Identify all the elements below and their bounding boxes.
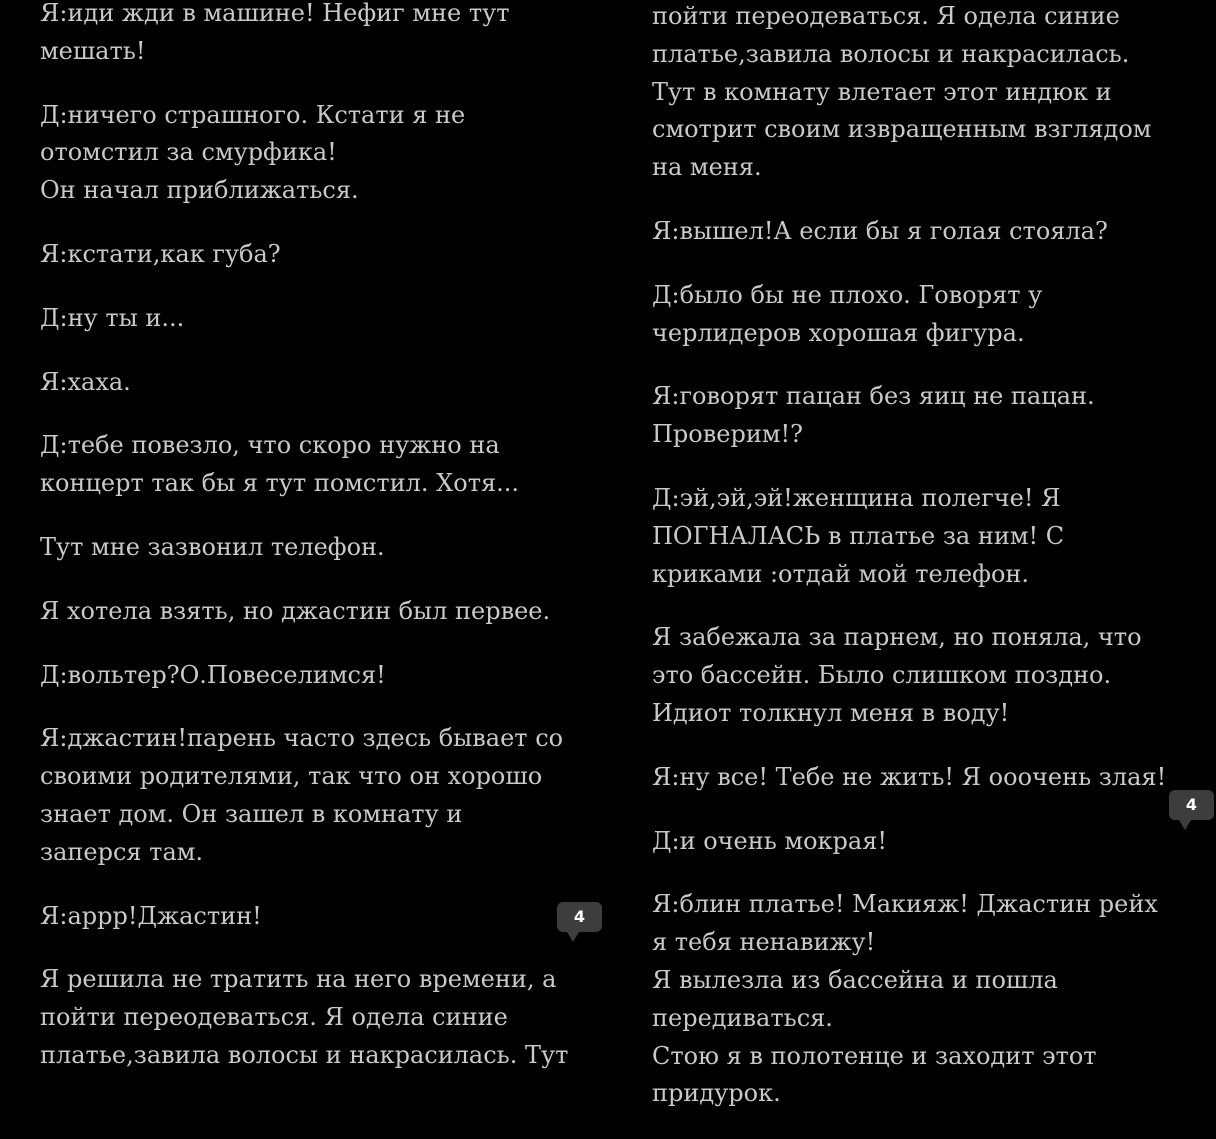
- paragraph: Я:хаха.: [40, 367, 131, 396]
- paragraph: пойти переодеваться. Я одела синие платье,завила волосы и накрасилась. Тут в комнату влетает этот индюк и смотрит своим извращенным взглядом на меня.: [652, 2, 1152, 182]
- paragraph: Тут мне зазвонил телефон.: [40, 532, 385, 561]
- comment-count: 4: [573, 907, 586, 926]
- paragraph: Д:и очень мокрая!: [652, 826, 888, 855]
- left-text-column: [40, 0, 570, 1101]
- paragraph: Я забежала за парнем, но поняла, что это бассейн. Было слишком поздно. Идиот толкнул меня в воду!: [652, 623, 1142, 727]
- paragraph: Я хотела взять, но джастин был первее.: [40, 596, 551, 625]
- paragraph: Д:эй,эй,эй!женщина полегче! Я ПОГНАЛАСЬ в платье за ним! С криками :отдай мой телефон.: [652, 483, 1065, 588]
- comment-count-badge[interactable]: [1169, 790, 1214, 820]
- paragraph: Я решила не тратить на него времени, а пойти переодеваться. Я одела синие платье,завила волосы и накрасилась. Тут: [40, 965, 569, 1069]
- paragraph: Д:тебе повезло, что скоро нужно на концерт так бы я тут помстил. Хотя...: [40, 431, 519, 498]
- paragraph: Д:было бы не плохо. Говорят у черлидеров хорошая фигура.: [652, 280, 1043, 347]
- paragraph: Я:блин платье! Макияж! Джастин рейх я тебя ненавижу! Я вылезла из бассейна и пошла передиваться. Стою я в полотенце и заходит этот придурок.: [652, 890, 1158, 1108]
- paragraph: Я:аррр!Джастин!: [40, 901, 262, 930]
- paragraph: Д:ну ты и...: [40, 303, 185, 332]
- paragraph: Я:говорят пацан без яиц не пацан. Проверим!?: [652, 382, 1095, 449]
- paragraph: Я:джастин!парень часто здесь бывает со своими родителями, так что он хорошо знает дом. Он зашел в комнату и заперся там.: [40, 724, 564, 866]
- paragraph: Я:ну все! Тебе не жить! Я ооочень злая!: [652, 762, 1167, 791]
- paragraph: Я:вышел!А если бы я голая стояла?: [652, 216, 1108, 245]
- paragraph: Д:ничего страшного. Кстати я не отомстил за смурфика! Он начал приближаться.: [40, 100, 466, 205]
- paragraph: Я:иди жди в машине! Нефиг мне тут мешать!: [40, 0, 510, 65]
- comment-count-badge[interactable]: [557, 902, 602, 932]
- right-text-column: [652, 0, 1172, 1139]
- comment-count: 4: [1185, 795, 1198, 814]
- paragraph: Д:вольтер?О.Повеселимся!: [40, 660, 386, 689]
- paragraph: Я:кстати,как губа?: [40, 239, 281, 268]
